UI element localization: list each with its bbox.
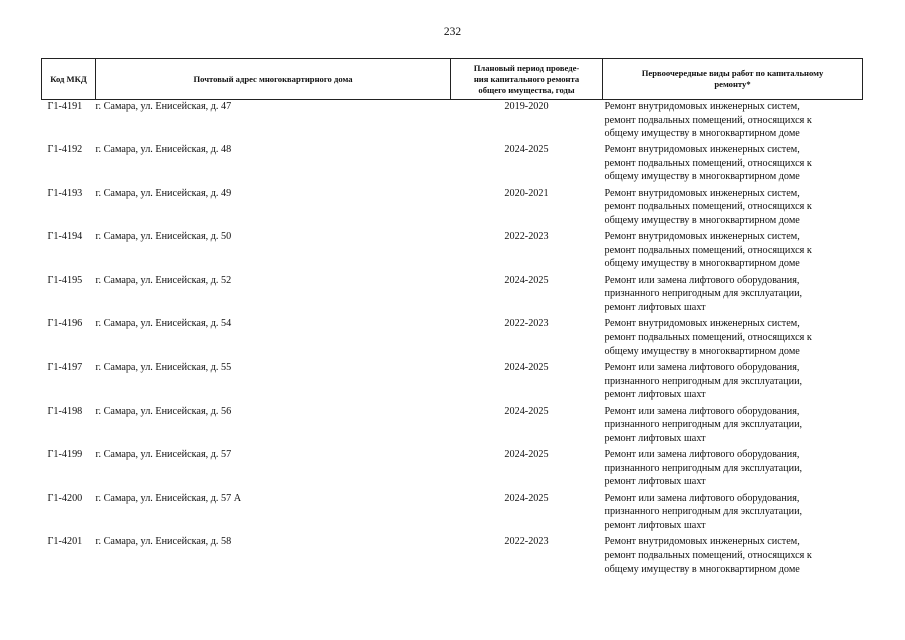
priority-works-line: ремонт лифтовых шахт [604,432,706,444]
priority-works [603,535,863,579]
table-row [42,361,863,405]
table-header [42,59,863,100]
mkd-code: Г1-4198 [47,405,83,417]
priority-works-line: признанного непригодным для эксплуатации, [604,462,803,474]
priority-works [603,187,863,231]
header-works [603,59,863,100]
repair-period: 2024-2025 [504,492,549,504]
priority-works-line: признанного непригодным для эксплуатации, [604,506,803,518]
priority-works-line: Ремонт внутридомовых инженерных систем, [604,101,800,112]
repair-period: 2024-2025 [504,144,549,156]
postal-address: г. Самара, ул. Енисейская, д. 47 [95,101,232,112]
table-row [42,405,863,449]
postal-address: г. Самара, ул. Енисейская, д. 54 [95,318,232,330]
priority-works-line: Ремонт внутридомовых инженерных систем, [604,536,800,548]
table-row [42,100,863,144]
header-address: Почтовый адрес многоквартирного дома [96,59,451,100]
header-works-line: ремонту* [714,79,751,89]
mkd-code: Г1-4195 [47,274,83,286]
repair-period: 2024-2025 [504,362,549,374]
priority-works-line: ремонт лифтовых шахт [604,476,706,488]
table-row [42,448,863,492]
postal-address: г. Самара, ул. Енисейская, д. 57 А [95,492,242,504]
header-row [42,59,863,100]
header-period-line: ния капитального ремонта [473,73,580,84]
priority-works-line: Ремонт или замена лифтового оборудования, [604,274,800,286]
priority-works-line: общему имуществу в многоквартирном доме [604,171,800,183]
postal-address: г. Самара, ул. Енисейская, д. 55 [95,362,232,374]
priority-works-line: ремонт подвальных помещений, относящихся к [604,157,812,169]
table-body [42,100,863,580]
priority-works-line: Ремонт внутридомовых инженерных систем, [604,144,800,156]
table-row [42,187,863,231]
priority-works-line: ремонт подвальных помещений, относящихся к [604,201,812,213]
mkd-code: Г1-4192 [47,144,83,156]
priority-works [603,361,863,405]
priority-works-line: общему имуществу в многоквартирном доме [604,258,800,270]
mkd-code: Г1-4191 [47,101,83,112]
priority-works-line: ремонт подвальных помещений, относящихся к [604,244,812,256]
header-code: Код МКД [42,59,96,100]
priority-works-line: Ремонт внутридомовых инженерных систем, [604,231,800,243]
mkd-code: Г1-4201 [47,536,83,548]
priority-works-line: признанного непригодным для эксплуатации, [604,288,803,300]
header-period [451,59,603,100]
table-row [42,317,863,361]
mkd-code: Г1-4200 [47,492,83,504]
priority-works-line: Ремонт внутридомовых инженерных систем, [604,318,800,330]
priority-works-line: Ремонт или замена лифтового оборудования, [604,449,800,461]
repair-period: 2022-2023 [504,231,549,243]
repair-period: 2019-2020 [504,101,549,112]
table-row [42,274,863,318]
repair-period: 2022-2023 [504,318,549,330]
table-row [42,230,863,274]
priority-works-line: общему имуществу в многоквартирном доме [604,345,800,357]
postal-address: г. Самара, ул. Енисейская, д. 52 [95,274,232,286]
repair-period: 2020-2021 [504,187,549,199]
priority-works-line: ремонт лифтовых шахт [604,302,706,314]
repair-period: 2022-2023 [504,536,549,548]
table-row [42,143,863,187]
priority-works-line: признанного непригодным для эксплуатации, [604,375,803,387]
header-period-line: общего имущества, годы [478,84,575,95]
priority-works-line: признанного непригодным для эксплуатации, [604,419,803,431]
housing-repair-table [41,58,863,579]
mkd-code: Г1-4199 [47,449,83,461]
mkd-code: Г1-4197 [47,362,83,374]
priority-works [603,317,863,361]
header-period-line: Плановый период проведе- [473,62,580,73]
priority-works-line: Ремонт или замена лифтового оборудования, [604,492,800,504]
priority-works-line: ремонт подвальных помещений, относящихся к [604,332,812,344]
repair-period: 2024-2025 [504,274,549,286]
postal-address: г. Самара, ул. Енисейская, д. 49 [95,187,232,199]
priority-works-line: общему имуществу в многоквартирном доме [604,128,800,140]
table-row [42,535,863,579]
priority-works [603,230,863,274]
priority-works [603,405,863,449]
priority-works-line: общему имуществу в многоквартирном доме [604,214,800,226]
priority-works-line: ремонт лифтовых шахт [604,389,706,401]
priority-works-line: Ремонт внутридомовых инженерных систем, [604,187,800,199]
postal-address: г. Самара, ул. Енисейская, д. 48 [95,144,232,156]
mkd-code: Г1-4196 [47,318,83,330]
header-works-line: Первоочередные виды работ по капитальному [641,68,824,78]
postal-address: г. Самара, ул. Енисейская, д. 57 [95,449,232,461]
postal-address: г. Самара, ул. Енисейская, д. 50 [95,231,232,243]
mkd-code: Г1-4193 [47,187,83,199]
page-number: 232 [443,26,462,38]
priority-works [603,100,863,144]
priority-works [603,448,863,492]
priority-works-line: ремонт подвальных помещений, относящихся к [604,550,812,562]
priority-works [603,274,863,318]
table-row [42,492,863,536]
priority-works-line: общему имуществу в многоквартирном доме [604,563,800,575]
postal-address: г. Самара, ул. Енисейская, д. 58 [95,536,232,548]
priority-works-line: ремонт подвальных помещений, относящихся к [604,114,812,126]
mkd-code: Г1-4194 [47,231,83,243]
priority-works-line: Ремонт или замена лифтового оборудования, [604,362,800,374]
priority-works [603,492,863,536]
priority-works [603,143,863,187]
priority-works-line: ремонт лифтовых шахт [604,520,706,532]
postal-address: г. Самара, ул. Енисейская, д. 56 [95,405,232,417]
priority-works-line: Ремонт или замена лифтового оборудования, [604,405,800,417]
repair-period: 2024-2025 [504,405,549,417]
repair-period: 2024-2025 [504,449,549,461]
